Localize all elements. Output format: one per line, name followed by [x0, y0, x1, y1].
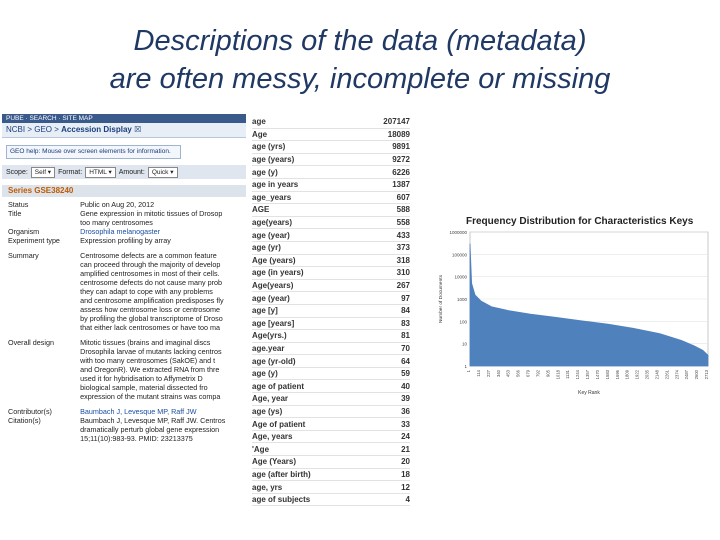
- scope-value: Self: [34, 168, 46, 176]
- x-tick-label: 2713: [704, 370, 709, 380]
- geo-field-row: [2, 209, 246, 227]
- key-row: [252, 355, 410, 368]
- key-name: Age, years: [252, 432, 293, 442]
- x-tick-label: 679: [525, 370, 531, 377]
- breadcrumb-page: Accession Display: [61, 125, 132, 134]
- key-row: [252, 380, 410, 393]
- key-row: [252, 192, 410, 205]
- key-name: age (y): [252, 167, 278, 177]
- geo-field-value-line: amplified centrosomes in most of their cells.: [80, 269, 220, 278]
- amount-select[interactable]: Quick ▾: [148, 167, 178, 178]
- x-tick-label: 2374: [674, 370, 680, 380]
- geo-field-value-line: can proceed through the majority of develop: [80, 260, 221, 269]
- geo-field-value-line: Mitotic tissues (brains and imaginal discs: [80, 338, 211, 347]
- geo-field-value-line[interactable]: Drosophila melanogaster: [80, 227, 161, 236]
- x-tick-label: 1696: [614, 370, 620, 380]
- y-tick-label: 100000: [451, 252, 467, 258]
- key-name: Age, year: [252, 394, 289, 404]
- geo-field-key: Contributor(s): [8, 407, 52, 416]
- key-count: 40: [401, 381, 410, 391]
- key-count: 39: [401, 394, 410, 404]
- geo-field-value: [78, 236, 246, 245]
- key-row: [252, 154, 410, 167]
- x-tick-label: 792: [535, 370, 541, 377]
- geo-field-value: [78, 338, 246, 401]
- geo-field-value-line: biological sample, material dissected fro: [80, 383, 208, 392]
- series-header: Series GSE38240: [2, 185, 246, 197]
- key-count: 310: [396, 268, 410, 278]
- key-name: age of subjects: [252, 495, 311, 505]
- key-name: age(years): [252, 218, 293, 228]
- key-count: 588: [396, 205, 410, 215]
- breadcrumb: [2, 123, 246, 138]
- key-count: 207147: [383, 117, 410, 127]
- key-count: 36: [401, 406, 410, 416]
- y-tick-label: 10000: [454, 274, 467, 280]
- geo-field-value-line: Centrosome defects are a common feature: [80, 251, 217, 260]
- key-name: age_years: [252, 192, 292, 202]
- geo-field-row: [2, 338, 246, 401]
- geo-field-row: [2, 416, 246, 443]
- geo-field-value-line: with too many centrosomes (SakOE) and t: [80, 356, 216, 365]
- geo-field-value-line: Baumbach J, Levesque MP, Raff JW. Centros: [80, 416, 226, 425]
- geo-field-key: Citation(s): [8, 416, 41, 425]
- x-tick-label: 1922: [634, 370, 640, 380]
- geo-field-value: [78, 200, 246, 209]
- key-count: 9891: [392, 142, 410, 152]
- key-count: 21: [401, 444, 410, 454]
- key-count: 84: [401, 306, 410, 316]
- key-count: 373: [396, 243, 410, 253]
- x-tick-label: 340: [495, 370, 501, 377]
- key-count: 18089: [387, 129, 410, 139]
- x-tick-label: 1131: [565, 370, 571, 380]
- key-row: [252, 166, 410, 179]
- key-row: [252, 129, 410, 142]
- geo-field-row: [2, 200, 246, 209]
- geo-field-value-line: they can adapt to cope with any problems: [80, 287, 213, 296]
- key-row: [252, 418, 410, 431]
- key-name: Age (Years): [252, 457, 297, 467]
- key-count: 9272: [392, 155, 410, 165]
- key-name: Age(yrs.): [252, 331, 287, 341]
- key-count: 318: [396, 255, 410, 265]
- geo-field-value-line: and centrosome amplification predisposes fly: [80, 296, 224, 305]
- x-tick-label: 2487: [684, 370, 690, 380]
- key-name: age (yrs): [252, 142, 286, 152]
- geo-field-value: [78, 209, 246, 227]
- y-tick-label: 100: [459, 319, 467, 325]
- key-name: age [years]: [252, 318, 295, 328]
- amount-value: Quick: [151, 168, 169, 176]
- key-count: 12: [401, 482, 410, 492]
- key-name: age (after birth): [252, 469, 311, 479]
- key-count: 81: [401, 331, 410, 341]
- key-name: age (years): [252, 155, 295, 165]
- geo-field-value-line: assess how centrosome loss or centrosome: [80, 305, 220, 314]
- key-row: [252, 267, 410, 280]
- key-count: 97: [401, 293, 410, 303]
- key-row: [252, 255, 410, 268]
- key-row: [252, 116, 410, 129]
- key-row: [252, 242, 410, 255]
- key-count: 1387: [392, 180, 410, 190]
- x-tick-label: 2600: [694, 370, 700, 380]
- geo-field-value: [78, 407, 246, 416]
- key-row: [252, 406, 410, 419]
- key-row: [252, 494, 410, 507]
- geo-field-value-line: Expression profiling by array: [80, 236, 171, 245]
- x-tick-label: 905: [545, 370, 551, 377]
- y-tick-label: 1: [464, 364, 467, 369]
- key-count: 64: [401, 356, 410, 366]
- key-count: 267: [396, 281, 410, 291]
- key-row: [252, 330, 410, 343]
- characteristics-key-list: [252, 116, 410, 506]
- key-name: age (yr): [252, 243, 281, 253]
- geo-field-row: [2, 407, 246, 416]
- info-icon[interactable]: ☒: [134, 125, 142, 134]
- key-row: [252, 229, 410, 242]
- x-tick-label: 1: [466, 370, 471, 373]
- key-name: age (y): [252, 369, 278, 379]
- x-tick-label: 1018: [555, 370, 561, 380]
- key-row: [252, 469, 410, 482]
- key-name: age [y]: [252, 306, 278, 316]
- geo-field-row: [2, 251, 246, 332]
- key-count: 83: [401, 318, 410, 328]
- key-name: Age: [252, 129, 268, 139]
- x-tick-label: 1244: [575, 370, 581, 380]
- key-name: Age (years): [252, 255, 296, 265]
- key-name: age (year): [252, 293, 290, 303]
- geo-field-value-line: Drosophila larvae of mutants lacking centros: [80, 347, 222, 356]
- x-tick-label: 2261: [664, 370, 670, 380]
- x-tick-label: 2035: [644, 370, 650, 380]
- amount-label: Amount:: [118, 168, 145, 176]
- slide-title: [0, 22, 720, 98]
- key-row: [252, 305, 410, 318]
- scope-label: Scope:: [6, 168, 28, 176]
- key-name: age in years: [252, 180, 299, 190]
- scope-select[interactable]: Self ▾: [31, 167, 55, 178]
- key-name: age of patient: [252, 381, 305, 391]
- key-row: [252, 443, 410, 456]
- geo-field-value: [78, 227, 246, 236]
- key-name: AGE: [252, 205, 270, 215]
- chart-title: Frequency Distribution for Characteristics Keys: [466, 216, 694, 227]
- key-count: 18: [401, 469, 410, 479]
- x-tick-label: 2148: [654, 370, 660, 380]
- key-count: 24: [401, 432, 410, 442]
- geo-field-value-line: Public on Aug 20, 2012: [80, 200, 155, 209]
- format-label: Format:: [58, 168, 83, 176]
- geo-field-value-line: centrosome defects do not cause many prob: [80, 278, 222, 287]
- key-count: 20: [401, 457, 410, 467]
- key-name: Age(years): [252, 281, 294, 291]
- geo-field-value: [78, 251, 246, 332]
- x-tick-label: 1470: [594, 370, 600, 380]
- geo-top-nav[interactable]: PUBE · SEARCH · SITE MAP: [2, 114, 246, 123]
- geo-help-banner: GEO help: Mouse over screen elements for information.: [6, 145, 181, 159]
- key-count: 433: [396, 230, 410, 240]
- geo-accession-screenshot: [2, 114, 246, 470]
- geo-field-value-line: by profiling the global transcriptome of Droso: [80, 314, 223, 323]
- key-count: 59: [401, 369, 410, 379]
- key-count: 33: [401, 419, 410, 429]
- geo-field-key: Overall design: [8, 338, 54, 347]
- key-count: 558: [396, 218, 410, 228]
- key-name: age: [252, 117, 266, 127]
- x-axis-label: Key Rank: [578, 390, 600, 396]
- key-name: age (yr-old): [252, 356, 296, 366]
- key-row: [252, 343, 410, 356]
- slide-title-line-2: are often messy, incomplete or missing: [109, 63, 611, 95]
- key-row: [252, 456, 410, 469]
- key-row: [252, 481, 410, 494]
- x-tick-label: 1583: [604, 370, 610, 380]
- chart-svg: [418, 210, 718, 400]
- geo-field-value-line[interactable]: Baumbach J, Levesque MP, Raff JW: [80, 407, 197, 416]
- y-tick-label: 10: [461, 341, 467, 347]
- key-row: [252, 318, 410, 331]
- key-name: age, yrs: [252, 482, 283, 492]
- geo-field-value-line: too many centrosomes: [80, 218, 153, 227]
- key-name: age (in years): [252, 268, 304, 278]
- key-row: [252, 179, 410, 192]
- key-row: [252, 393, 410, 406]
- y-tick-label: 1000: [456, 297, 467, 302]
- key-row: [252, 141, 410, 154]
- key-name: 'Age: [252, 444, 270, 454]
- geo-field-value-line: 15;11(10):983-93. PMID: 23213375: [80, 434, 193, 443]
- key-row: [252, 204, 410, 217]
- key-count: 607: [396, 192, 410, 202]
- key-row: [252, 217, 410, 230]
- key-count: 4: [405, 495, 410, 505]
- key-name: Age of patient: [252, 419, 306, 429]
- geo-field-key: Status: [8, 200, 29, 209]
- y-tick-label: 1000000: [449, 230, 467, 235]
- x-tick-label: 227: [485, 370, 491, 377]
- format-select[interactable]: HTML ▾: [85, 167, 116, 178]
- key-row: [252, 368, 410, 381]
- x-tick-label: 114: [475, 370, 481, 377]
- key-name: age (ys): [252, 406, 283, 416]
- geo-field-value-line: that either lack centrosomes or have too ma: [80, 323, 220, 332]
- geo-field-value: [78, 416, 246, 443]
- key-count: 6226: [392, 167, 410, 177]
- y-axis-label: Number of Documents: [439, 275, 444, 323]
- key-row: [252, 280, 410, 293]
- geo-field-key: Experiment type: [8, 236, 60, 245]
- geo-field-value-line: used it for hybridisation to Affymetrix D: [80, 374, 203, 383]
- x-tick-label: 566: [515, 370, 521, 377]
- geo-field-value-line: dramatically perturb global gene expression: [80, 425, 220, 434]
- breadcrumb-prefix[interactable]: NCBI > GEO >: [6, 125, 62, 134]
- key-row: [252, 292, 410, 305]
- geo-field-key: Summary: [8, 251, 39, 260]
- scope-bar: [2, 165, 246, 179]
- geo-field-value-line: Gene expression in mitotic tissues of Drosop: [80, 209, 223, 218]
- geo-field-row: [2, 227, 246, 236]
- x-tick-label: 453: [505, 370, 511, 377]
- geo-field-value-line: expression of the mutant strains was compa: [80, 392, 221, 401]
- format-value: HTML: [89, 168, 107, 176]
- key-name: age.year: [252, 343, 285, 353]
- x-tick-label: 1357: [585, 370, 590, 380]
- geo-field-value-line: and OregonR). We extracted RNA from thre: [80, 365, 220, 374]
- frequency-chart: [418, 210, 718, 400]
- key-count: 70: [401, 343, 410, 353]
- slide-title-line-1: Descriptions of the data (metadata): [133, 25, 587, 57]
- geo-field-table: [2, 200, 246, 443]
- geo-field-key: Organism: [8, 227, 40, 236]
- key-row: [252, 431, 410, 444]
- geo-field-row: [2, 236, 246, 245]
- x-tick-label: 1809: [624, 370, 630, 380]
- key-name: age (year): [252, 230, 290, 240]
- geo-field-key: Title: [8, 209, 22, 218]
